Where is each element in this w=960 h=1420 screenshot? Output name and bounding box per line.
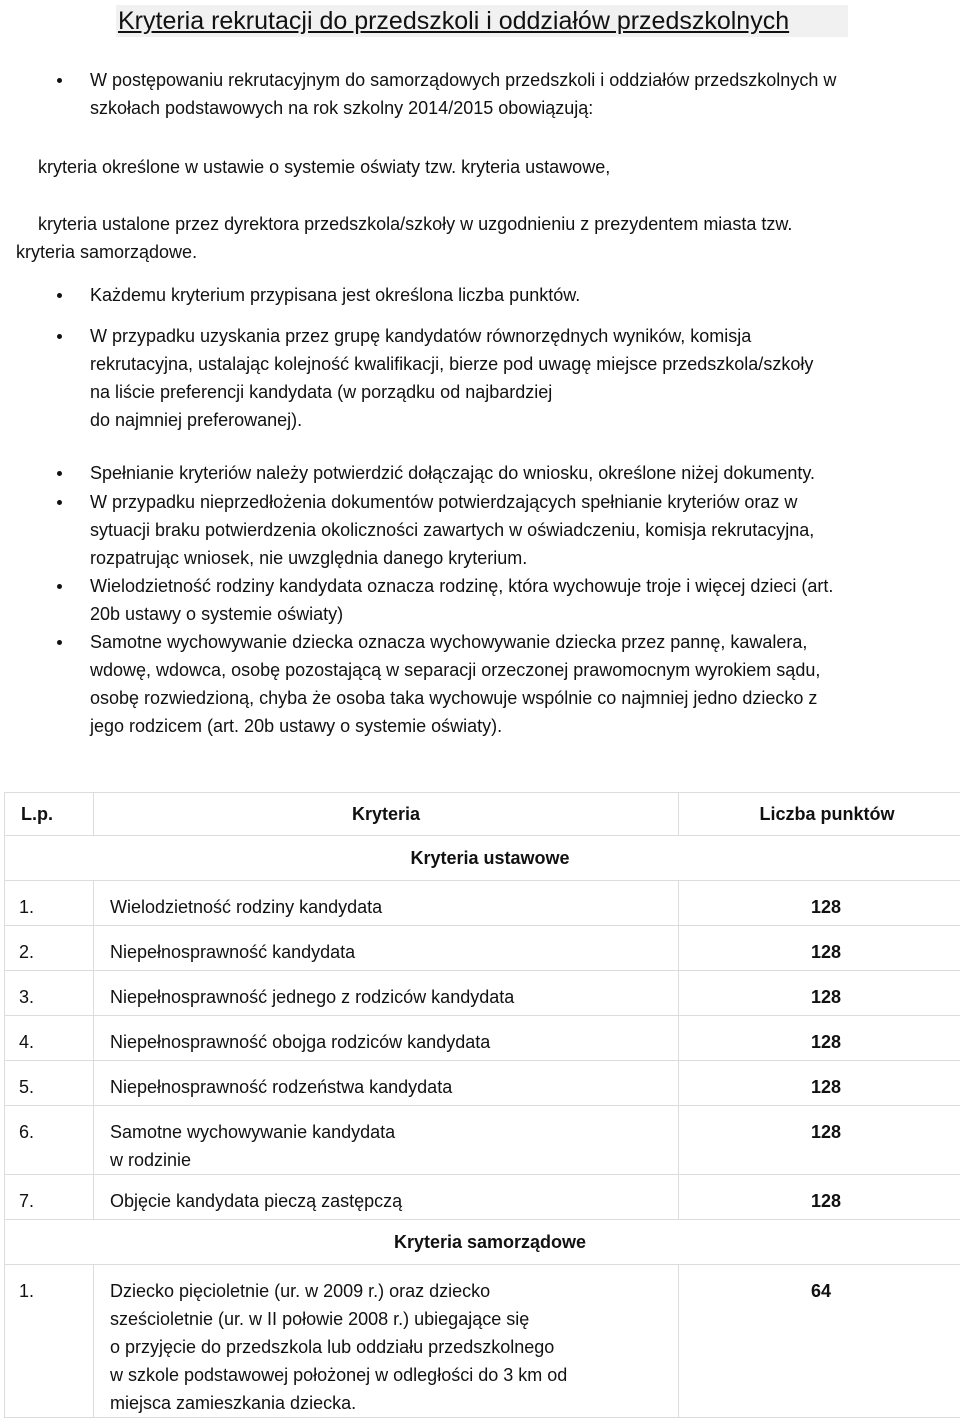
row-lp: 2.: [19, 942, 35, 962]
row-points-cell: [679, 881, 960, 926]
row-criterion-line: w rodzinie: [110, 1150, 192, 1170]
row-criterion-cell: [94, 1061, 679, 1106]
row-points: 128: [811, 987, 842, 1007]
list-item: [90, 572, 950, 628]
row-points-cell: [679, 926, 960, 971]
bullet-icon: [57, 293, 62, 298]
intro-line-1: W postępowaniu rekrutacyjnym do samorządowych przedszkoli i oddziałów przedszkolnych w: [90, 70, 837, 90]
table-row: [5, 971, 960, 1016]
row-criterion: [94, 926, 678, 966]
row-lp-cell: [5, 1175, 94, 1220]
row-criterion-line: miejsca zamieszkania dziecka.: [110, 1393, 357, 1413]
row-points: 128: [811, 897, 842, 917]
header-lp: L.p.: [5, 793, 94, 836]
table-row: [5, 1265, 960, 1418]
row-criterion-cell: [94, 1265, 679, 1418]
row-lp-cell: [5, 1061, 94, 1106]
header-criteria: Kryteria: [94, 793, 679, 836]
row-points-cell: [679, 1061, 960, 1106]
row-lp: 6.: [19, 1122, 35, 1142]
row-criterion-line: Dziecko pięcioletnie (ur. w 2009 r.) oraz dziecko: [110, 1281, 491, 1301]
list-item: [90, 628, 950, 740]
list-item: [90, 459, 950, 487]
paragraph-statutory-criteria: kryteria określone w ustawie o systemie oświaty tzw. kryteria ustawowe,: [38, 157, 611, 177]
list-item-line: Wielodzietność rodziny kandydata oznacza rodzinę, która wychowuje troje i więcej dzieci (art.: [90, 576, 834, 596]
row-criterion-line: Wielodzietność rodziny kandydata: [110, 897, 383, 917]
bullet-icon: [57, 78, 62, 83]
list-item-line: W przypadku nieprzedłożenia dokumentów potwierdzających spełnianie kryteriów oraz w: [90, 492, 798, 512]
row-points: 128: [811, 1191, 842, 1211]
row-criterion: [94, 1061, 678, 1101]
row-points-cell: [679, 1106, 960, 1175]
row-criterion: [94, 971, 678, 1011]
bullet-icon: [57, 584, 62, 589]
table-row: [5, 1175, 960, 1220]
paragraph-local-criteria: [16, 210, 936, 266]
row-points: 128: [811, 1077, 842, 1097]
bullet-icon: [57, 640, 62, 645]
local-criteria-line-1: kryteria ustalone przez dyrektora przedszkola/szkoły w uzgodnieniu z prezydentem miasta tzw.: [38, 214, 793, 234]
section-title: Kryteria samorządowe: [5, 1220, 960, 1265]
row-points: 64: [811, 1281, 832, 1301]
bullet-icon: [57, 334, 62, 339]
list-item: [90, 488, 950, 572]
local-criteria-line-2: kryteria samorządowe.: [16, 242, 198, 262]
list-item: [90, 322, 950, 434]
list-item-line: Każdemu kryterium przypisana jest określona liczba punktów.: [90, 285, 581, 305]
row-lp-cell: [5, 926, 94, 971]
row-lp: 4.: [19, 1032, 35, 1052]
list-item-line: rekrutacyjna, ustalając kolejność kwalifikacji, bierze pod uwagę miejsce przedszkola/szkoły: [90, 354, 814, 374]
intro-line-2: szkołach podstawowych na rok szkolny 2014/2015 obowiązują:: [90, 98, 594, 118]
row-criterion-line: Niepełnosprawność kandydata: [110, 942, 356, 962]
list-item: [90, 281, 950, 309]
row-criterion-line: Objęcie kandydata pieczą zastępczą: [110, 1191, 403, 1211]
row-lp-cell: [5, 881, 94, 926]
row-criterion-line: sześcioletnie (ur. w II połowie 2008 r.) ubiegające się: [110, 1309, 530, 1329]
row-criterion: [94, 1016, 678, 1056]
row-criterion-line: o przyjęcie do przedszkola lub oddziału przedszkolnego: [110, 1337, 555, 1357]
list-item-line: sytuacji braku potwierdzenia okoliczności zawartych w oświadczeniu, komisja rekrutacyjna,: [90, 520, 815, 540]
table-row: [5, 1061, 960, 1106]
criteria-table: [4, 792, 960, 1418]
row-lp: 5.: [19, 1077, 35, 1097]
table-row: [5, 926, 960, 971]
list-item-line: 20b ustawy o systemie oświaty): [90, 604, 344, 624]
row-lp: 3.: [19, 987, 35, 1007]
row-points-cell: [679, 1016, 960, 1061]
row-points: 128: [811, 942, 842, 962]
row-lp-cell: [5, 1016, 94, 1061]
row-lp: 7.: [19, 1191, 35, 1211]
list-item-line: Samotne wychowywanie dziecka oznacza wychowywanie dziecka przez pannę, kawalera,: [90, 632, 808, 652]
section-row: [5, 1220, 960, 1265]
row-points-cell: [679, 1175, 960, 1220]
list-item-line: Spełnianie kryteriów należy potwierdzić dołączając do wniosku, określone niżej dokumenty.: [90, 463, 816, 483]
row-criterion-cell: [94, 1016, 679, 1061]
list-item-line: osobę rozwiedzioną, chyba że osoba taka wychowuje wspólnie co najmniej jedno dziecko z: [90, 688, 818, 708]
row-points-cell: [679, 971, 960, 1016]
intro-bullet: [90, 66, 950, 122]
row-criterion-line: Niepełnosprawność rodzeństwa kandydata: [110, 1077, 453, 1097]
header-points: Liczba punktów: [679, 793, 960, 836]
row-lp: 1.: [19, 897, 35, 917]
row-lp-cell: [5, 1265, 94, 1418]
list-item-line: wdowę, wdowca, osobę pozostającą w separacji orzeczonej prawomocnym wyrokiem sądu,: [90, 660, 821, 680]
table-row: [5, 1016, 960, 1061]
row-criterion-line: w szkole podstawowej położonej w odległości do 3 km od: [110, 1365, 568, 1385]
row-lp: 1.: [19, 1281, 35, 1301]
list-item-line: rozpatrując wniosek, nie uwzględnia danego kryterium.: [90, 548, 528, 568]
list-item-line: jego rodzicem (art. 20b ustawy o systemie oświaty).: [90, 716, 503, 736]
row-criterion-line: Samotne wychowywanie kandydata: [110, 1122, 396, 1142]
row-criterion-line: Niepełnosprawność obojga rodziców kandydata: [110, 1032, 491, 1052]
table-header-row: [5, 793, 960, 836]
row-points: 128: [811, 1032, 842, 1052]
row-criterion-cell: [94, 971, 679, 1016]
table-row: [5, 881, 960, 926]
row-criterion-cell: [94, 881, 679, 926]
bullet-icon: [57, 471, 62, 476]
row-criterion: [94, 881, 678, 921]
list-item-line: na liście preferencji kandydata (w porządku od najbardziej: [90, 382, 553, 402]
row-criterion-cell: [94, 926, 679, 971]
list-item-line: do najmniej preferowanej).: [90, 410, 303, 430]
row-lp-cell: [5, 1106, 94, 1175]
row-criterion-cell: [94, 1106, 679, 1175]
row-criterion-cell: [94, 1175, 679, 1220]
bullet-icon: [57, 500, 62, 505]
list-item-line: W przypadku uzyskania przez grupę kandydatów równorzędnych wyników, komisja: [90, 326, 752, 346]
section-title: Kryteria ustawowe: [5, 836, 960, 881]
row-criterion: [94, 1106, 678, 1174]
page-title: Kryteria rekrutacji do przedszkoli i oddziałów przedszkolnych: [116, 5, 848, 37]
row-lp-cell: [5, 971, 94, 1016]
row-points-cell: [679, 1265, 960, 1418]
section-row: [5, 836, 960, 881]
row-criterion: [94, 1265, 678, 1417]
row-criterion-line: Niepełnosprawność jednego z rodziców kandydata: [110, 987, 515, 1007]
row-criterion: [94, 1175, 678, 1215]
row-points: 128: [811, 1122, 842, 1142]
table-row: [5, 1106, 960, 1175]
